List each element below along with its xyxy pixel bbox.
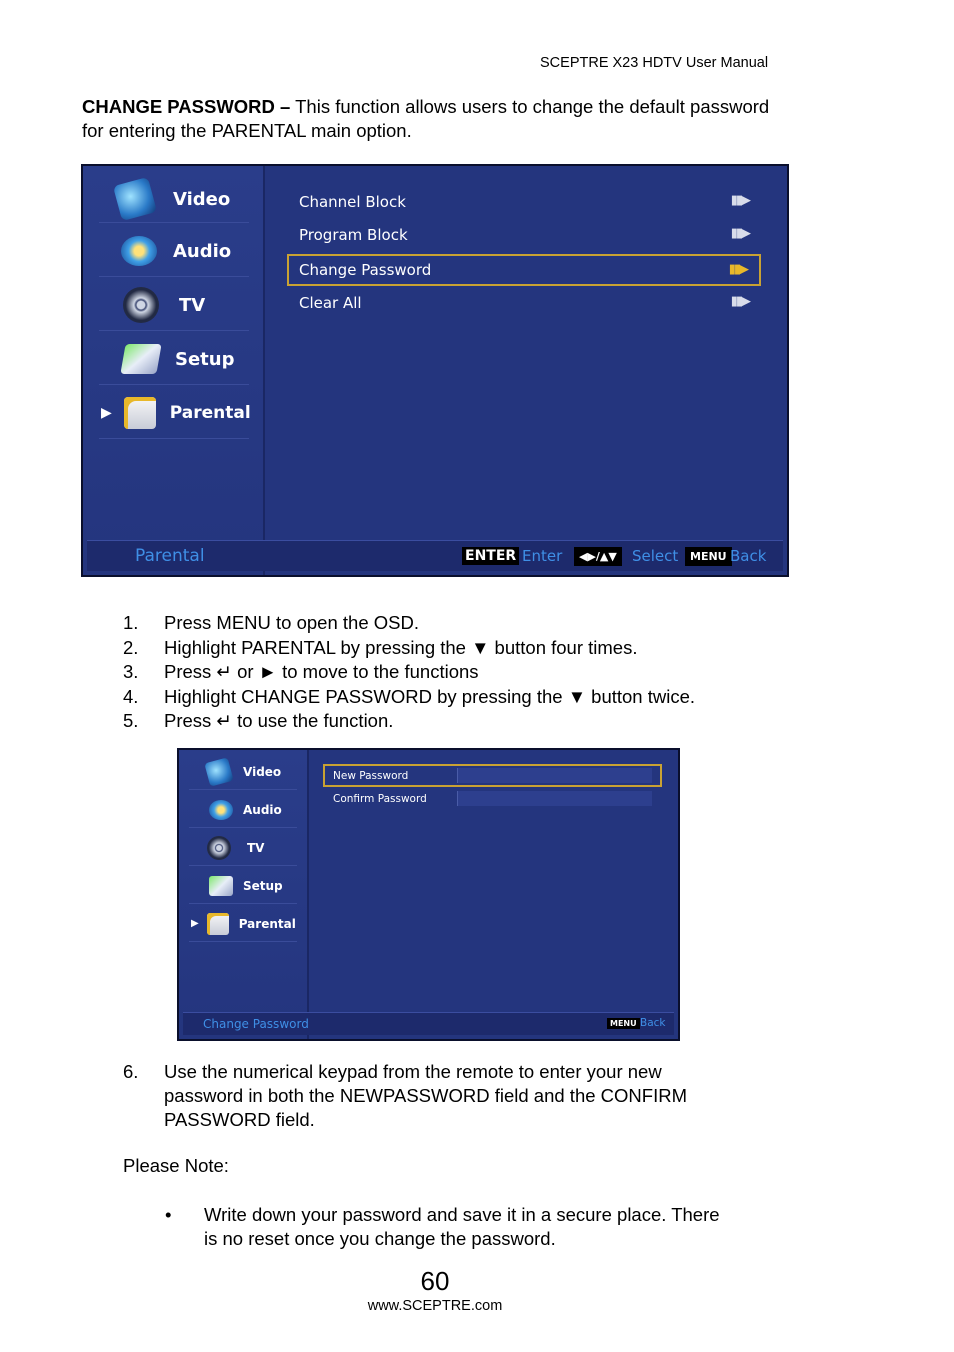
steps-list-1 [123, 611, 823, 736]
note-text-line: Write down your password and save it in a secure place. There [204, 1204, 720, 1225]
osd-menu-label: Video [173, 188, 231, 210]
osd-footer [183, 1012, 674, 1035]
step-text-line: PASSWORD field. [164, 1109, 315, 1130]
intro-text: This function allows users to change the default password for entering the PARENTAL main option. [82, 96, 770, 141]
setup-icon [209, 876, 233, 896]
osd-menu-label: TV [179, 294, 206, 316]
osd-menu-item-audio[interactable] [99, 226, 249, 277]
new-password-field[interactable] [323, 764, 662, 787]
select-key-icon: ◀▶/▲▼ [574, 547, 622, 566]
osd-menu-item-parental[interactable] [189, 906, 297, 942]
osd-menu-label: Audio [173, 240, 232, 262]
osd-option-change-password[interactable] [287, 254, 761, 286]
osd-menu-label: TV [247, 840, 265, 855]
page-number: 60 [420, 1266, 450, 1296]
note-text-line: is no reset once you change the password. [204, 1228, 556, 1249]
selected-arrow-icon: ▶ [191, 918, 199, 929]
selected-arrow-icon: ▶ [101, 405, 112, 421]
option-arrow-icon: ▮▮▶ [730, 294, 749, 309]
intro-paragraph [82, 95, 782, 143]
footer-url: www.SCEPTRE.com [367, 1298, 503, 1314]
select-label: Select [632, 547, 679, 565]
enter-label: Enter [522, 547, 563, 565]
step-number: 1. [123, 612, 139, 633]
osd-menu-label: Setup [243, 878, 283, 893]
osd-menu-item-setup[interactable] [189, 868, 297, 904]
option-label: Program Block [299, 226, 408, 244]
osd-menu-item-tv[interactable] [99, 280, 249, 331]
option-label: Change Password [299, 261, 432, 279]
video-icon [113, 177, 157, 221]
osd-menu-label: Parental [169, 403, 251, 423]
osd-menu-item-audio[interactable] [189, 792, 297, 828]
osd-footer-section: Change Password [203, 1017, 309, 1031]
step-text-line: Use the numerical keypad from the remote to enter your new [164, 1061, 662, 1082]
step-number: 4. [123, 685, 139, 707]
back-label: Back [730, 547, 767, 565]
osd-option-clear-all[interactable] [299, 294, 749, 316]
osd-menu-item-setup[interactable] [99, 334, 249, 385]
step-text-line: password in both the NEWPASSWORD field and the CONFIRM [164, 1085, 687, 1106]
field-label: New Password [333, 770, 409, 782]
menu-key-icon: MENU [685, 547, 732, 566]
osd-footer [87, 540, 783, 571]
new-password-input[interactable] [457, 768, 652, 783]
step-text: Highlight PARENTAL by pressing the ▼ button four times. [164, 636, 638, 658]
confirm-password-input[interactable] [457, 791, 652, 806]
parental-icon [207, 913, 229, 935]
osd-menu-item-tv[interactable] [189, 830, 297, 866]
osd-footer-section: Parental [135, 546, 205, 566]
option-arrow-icon: ▮▮▶ [728, 262, 747, 277]
osd-option-channel-block[interactable] [299, 193, 749, 215]
option-arrow-icon: ▮▮▶ [730, 193, 749, 208]
menu-key-icon: MENU [607, 1018, 640, 1029]
bullet-icon: • [165, 1204, 172, 1225]
step-number: 2. [123, 636, 139, 658]
option-label: Channel Block [299, 193, 406, 211]
step-text: Press ↵ to use the function. [164, 710, 394, 731]
field-label: Confirm Password [333, 793, 427, 805]
osd-option-program-block[interactable] [299, 226, 749, 248]
osd-menu-item-video[interactable] [99, 176, 249, 223]
intro-heading: CHANGE PASSWORD – [82, 96, 291, 117]
audio-icon [209, 800, 233, 820]
step-number: 3. [123, 661, 139, 682]
parental-icon [124, 397, 156, 429]
tv-icon [123, 287, 159, 323]
step-text: Press ↵ or ► to move to the functions [164, 661, 479, 682]
osd-menu-label: Video [243, 764, 282, 779]
enter-key-icon: ENTER [462, 547, 519, 565]
setup-icon [120, 344, 161, 374]
step-6 [123, 1060, 823, 1135]
option-arrow-icon: ▮▮▶ [730, 226, 749, 241]
tv-icon [207, 836, 231, 860]
osd-parental-menu [81, 164, 789, 577]
step-text: Press MENU to open the OSD. [164, 612, 419, 633]
osd-menu-item-parental[interactable] [99, 388, 249, 439]
step-number: 6. [123, 1061, 139, 1082]
osd-change-password [177, 748, 680, 1041]
option-label: Clear All [299, 294, 362, 312]
step-number: 5. [123, 710, 139, 731]
audio-icon [121, 236, 157, 266]
video-icon [204, 757, 233, 786]
osd-menu-item-video[interactable] [189, 754, 297, 790]
step-text: Highlight CHANGE PASSWORD by pressing the ▼ button twice. [164, 685, 696, 707]
confirm-password-field[interactable] [323, 791, 662, 811]
osd-menu-label: Parental [238, 916, 296, 931]
osd-menu-label: Audio [243, 802, 282, 817]
osd-menu-label: Setup [175, 348, 235, 370]
manual-title: SCEPTRE X23 HDTV User Manual [540, 55, 769, 71]
note-title: Please Note: [123, 1155, 229, 1176]
back-label: Back [640, 1017, 666, 1029]
